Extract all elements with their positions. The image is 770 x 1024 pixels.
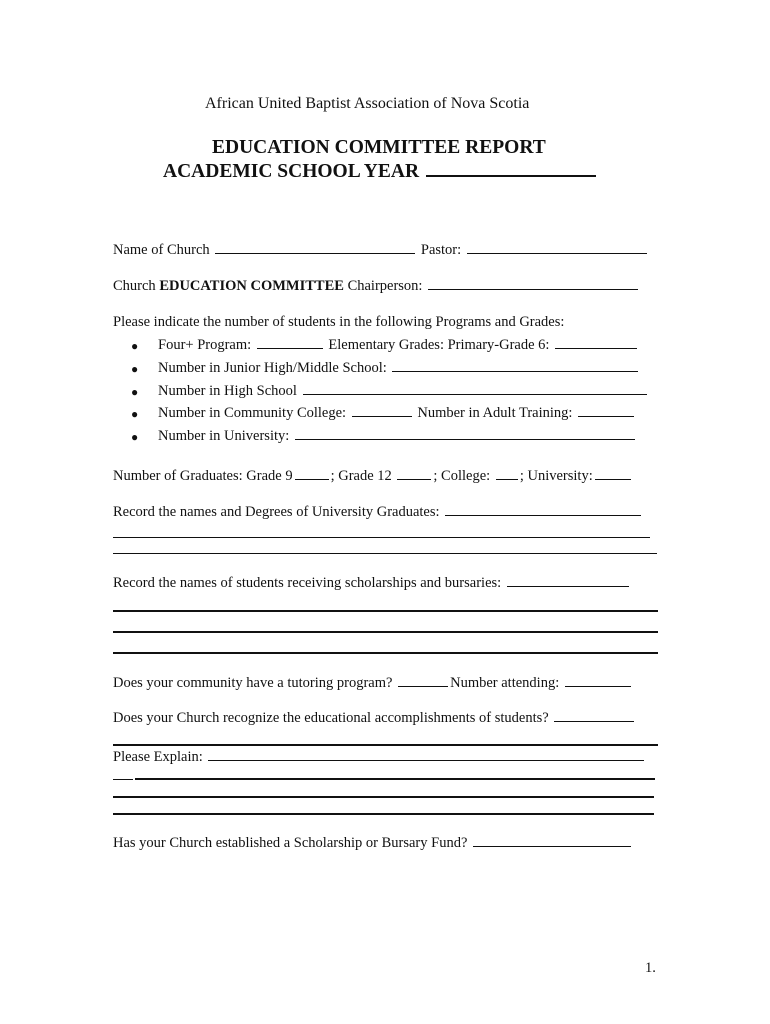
adult-training-label: Number in Adult Training:: [417, 405, 573, 421]
program-item-high-school: [158, 383, 649, 400]
church-name-field[interactable]: [215, 252, 415, 254]
school-year-field[interactable]: [426, 174, 596, 177]
fund-question: Has your Church established a Scholarship or Bursary Fund?: [113, 835, 468, 851]
four-plus-label: Four+ Program:: [158, 337, 252, 353]
chairperson-field[interactable]: [428, 288, 638, 290]
explain-line-1a[interactable]: [113, 779, 133, 780]
graduates-label: Number of Graduates:: [113, 468, 243, 484]
attending-label: Number attending:: [450, 675, 560, 691]
explain-line-3[interactable]: [113, 813, 654, 815]
university-graduates-line-1[interactable]: [113, 537, 650, 538]
high-school-field[interactable]: [303, 393, 647, 395]
fund-field[interactable]: [473, 845, 631, 847]
university-grad-label: ; University:: [519, 468, 593, 484]
association-name: African United Baptist Association of Nova Scotia: [205, 95, 530, 112]
scholarships-label: Record the names of students receiving scholarships and bursaries:: [113, 575, 502, 591]
explain-line-2[interactable]: [113, 796, 654, 798]
scholarships-line-1[interactable]: [113, 610, 658, 612]
program-item-four-plus: [158, 337, 639, 354]
tutoring-question: Does your community have a tutoring program?: [113, 675, 393, 691]
grade12-field[interactable]: [397, 478, 431, 480]
grade9-label: Grade 9: [246, 468, 293, 484]
explain-row: [113, 749, 646, 766]
program-item-university: [158, 428, 637, 445]
grade12-label: ; Grade 12: [330, 468, 392, 484]
graduates-row: [113, 468, 633, 485]
university-graduates-line-2[interactable]: [113, 553, 657, 554]
elementary-field[interactable]: [555, 347, 637, 349]
school-year-line: [163, 161, 598, 183]
recognize-question: Does your Church recognize the educational accomplishments of students?: [113, 710, 549, 726]
bullet-icon: ●: [131, 407, 139, 421]
chair-prefix: Church: [113, 278, 156, 294]
pastor-field[interactable]: [467, 252, 647, 254]
recognize-row: [113, 710, 636, 727]
university-grad-field[interactable]: [595, 478, 631, 480]
programs-intro: Please indicate the number of students in the following Programs and Grades:: [113, 314, 565, 330]
chair-suffix: Chairperson:: [347, 278, 423, 294]
junior-high-field[interactable]: [392, 370, 638, 372]
report-title: EDUCATION COMMITTEE REPORT: [212, 137, 546, 158]
university-graduates-label: Record the names and Degrees of University Graduates:: [113, 504, 440, 520]
bullet-icon: ●: [131, 362, 139, 376]
elementary-label: Elementary Grades: Primary-Grade 6:: [328, 337, 550, 353]
pastor-label: Pastor:: [420, 242, 462, 258]
program-item-junior-high: [158, 360, 640, 377]
recognize-field[interactable]: [554, 720, 634, 722]
church-name-label: Name of Church: [113, 242, 210, 258]
bullet-icon: ●: [131, 339, 139, 353]
university-graduates-row: [113, 504, 643, 521]
explain-field[interactable]: [208, 759, 644, 761]
scholarships-field[interactable]: [507, 585, 629, 587]
college-grad-field[interactable]: [496, 478, 518, 480]
adult-training-field[interactable]: [578, 415, 634, 417]
university-label: Number in University:: [158, 428, 290, 444]
explain-line-1[interactable]: [135, 778, 655, 780]
bullet-icon: ●: [131, 430, 139, 444]
tutoring-row: [113, 675, 633, 692]
explain-label: Please Explain:: [113, 749, 203, 765]
church-name-row: [113, 242, 649, 259]
scholarships-line-3[interactable]: [113, 652, 658, 654]
fund-row: [113, 835, 633, 852]
scholarships-row: [113, 575, 631, 592]
recognize-line[interactable]: [113, 744, 658, 746]
tutoring-field[interactable]: [398, 685, 448, 687]
college-field[interactable]: [352, 415, 412, 417]
university-field[interactable]: [295, 438, 635, 440]
scholarships-line-2[interactable]: [113, 631, 658, 633]
chair-committee-label: EDUCATION COMMITTEE: [159, 278, 344, 294]
high-school-label: Number in High School: [158, 383, 297, 399]
attending-field[interactable]: [565, 685, 631, 687]
program-item-college: [158, 405, 636, 422]
chairperson-row: [113, 278, 640, 295]
college-grad-label: ; College:: [433, 468, 491, 484]
school-year-label: ACADEMIC SCHOOL YEAR: [163, 161, 420, 182]
page-number: 1.: [645, 960, 656, 976]
bullet-icon: ●: [131, 385, 139, 399]
university-graduates-field[interactable]: [445, 514, 641, 516]
four-plus-field[interactable]: [257, 347, 323, 349]
college-label: Number in Community College:: [158, 405, 347, 421]
junior-high-label: Number in Junior High/Middle School:: [158, 360, 387, 376]
grade9-field[interactable]: [295, 478, 329, 480]
